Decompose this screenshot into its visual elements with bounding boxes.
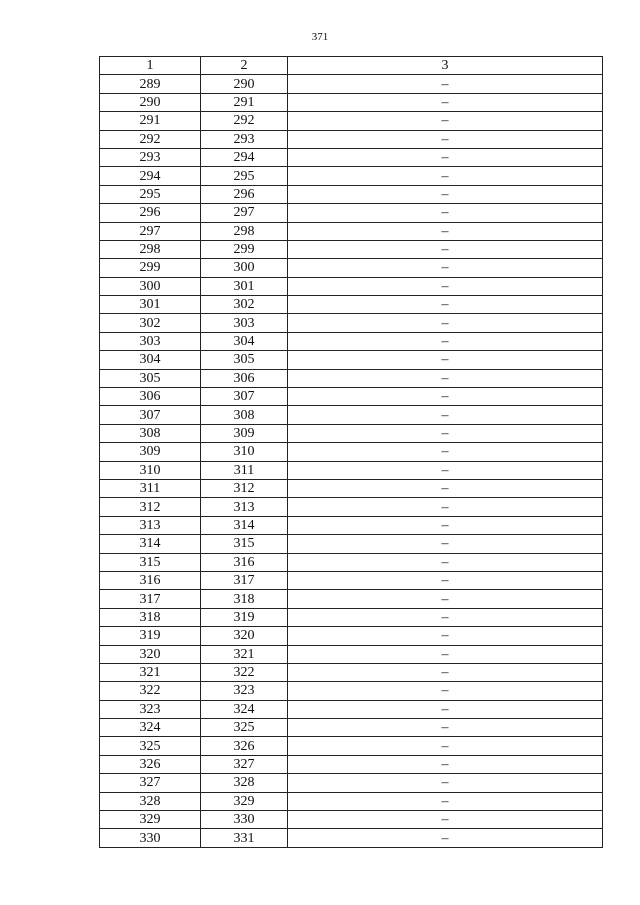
table-row bbox=[100, 516, 603, 534]
table-cell-col-1: 324 bbox=[100, 719, 201, 737]
table-cell-col-3: – bbox=[288, 627, 603, 645]
table-cell-col-3: – bbox=[288, 719, 603, 737]
table-row bbox=[100, 277, 603, 295]
table-cell-col-2: 309 bbox=[201, 424, 288, 442]
table-cell-col-1: 322 bbox=[100, 682, 201, 700]
table-cell-col-1: 313 bbox=[100, 516, 201, 534]
table-cell-col-3: – bbox=[288, 369, 603, 387]
table-cell-col-2: 292 bbox=[201, 112, 288, 130]
table-row bbox=[100, 93, 603, 111]
table-row bbox=[100, 774, 603, 792]
table-row bbox=[100, 332, 603, 350]
table-cell-col-2: 315 bbox=[201, 535, 288, 553]
table-cell-col-1: 302 bbox=[100, 314, 201, 332]
table-cell-col-2: 297 bbox=[201, 204, 288, 222]
table-cell-col-2: 330 bbox=[201, 811, 288, 829]
table-cell-col-2: 323 bbox=[201, 682, 288, 700]
table-cell-col-2: 303 bbox=[201, 314, 288, 332]
table-cell-col-2: 328 bbox=[201, 774, 288, 792]
table-cell-col-3: – bbox=[288, 93, 603, 111]
table-cell-col-2: 321 bbox=[201, 645, 288, 663]
table-cell-col-2: 324 bbox=[201, 700, 288, 718]
table-cell-col-3: – bbox=[288, 535, 603, 553]
table-cell-col-1: 303 bbox=[100, 332, 201, 350]
table-cell-col-3: – bbox=[288, 590, 603, 608]
table-cell-col-3: – bbox=[288, 461, 603, 479]
table-cell-col-1: 320 bbox=[100, 645, 201, 663]
table-cell-col-2: 306 bbox=[201, 369, 288, 387]
table-cell-col-2: 327 bbox=[201, 755, 288, 773]
table-cell-col-3: – bbox=[288, 755, 603, 773]
header-row bbox=[100, 57, 603, 75]
table-row bbox=[100, 167, 603, 185]
table-cell-col-2: 331 bbox=[201, 829, 288, 847]
table-cell-col-1: 293 bbox=[100, 148, 201, 166]
table-row bbox=[100, 130, 603, 148]
table-cell-col-3: – bbox=[288, 792, 603, 810]
table-cell-col-1: 316 bbox=[100, 571, 201, 589]
table-cell-col-3: – bbox=[288, 222, 603, 240]
table-row bbox=[100, 75, 603, 93]
table-cell-col-2: 301 bbox=[201, 277, 288, 295]
table-row bbox=[100, 314, 603, 332]
table-cell-col-1: 296 bbox=[100, 204, 201, 222]
table-cell-col-3: – bbox=[288, 388, 603, 406]
table-cell-col-3: – bbox=[288, 296, 603, 314]
table-cell-col-2: 325 bbox=[201, 719, 288, 737]
table-cell-col-1: 312 bbox=[100, 498, 201, 516]
table-cell-col-1: 305 bbox=[100, 369, 201, 387]
table-row bbox=[100, 663, 603, 681]
table-cell-col-2: 319 bbox=[201, 608, 288, 626]
table-row bbox=[100, 700, 603, 718]
table-row bbox=[100, 590, 603, 608]
table-cell-col-2: 293 bbox=[201, 130, 288, 148]
table-row bbox=[100, 682, 603, 700]
table-cell-col-1: 330 bbox=[100, 829, 201, 847]
table-row bbox=[100, 351, 603, 369]
table-row bbox=[100, 388, 603, 406]
table-row bbox=[100, 259, 603, 277]
table-cell-col-1: 290 bbox=[100, 93, 201, 111]
table-row bbox=[100, 719, 603, 737]
table-cell-col-1: 289 bbox=[100, 75, 201, 93]
table-cell-col-1: 297 bbox=[100, 222, 201, 240]
page-number: 371 bbox=[311, 31, 329, 43]
data-table bbox=[99, 56, 603, 848]
table-cell-col-2: 298 bbox=[201, 222, 288, 240]
table-cell-col-1: 323 bbox=[100, 700, 201, 718]
table-cell-col-1: 298 bbox=[100, 240, 201, 258]
table-cell-col-3: – bbox=[288, 700, 603, 718]
table-cell-col-1: 317 bbox=[100, 590, 201, 608]
table-cell-col-1: 328 bbox=[100, 792, 201, 810]
table-cell-col-2: 318 bbox=[201, 590, 288, 608]
table-cell-col-2: 295 bbox=[201, 167, 288, 185]
table-cell-col-2: 304 bbox=[201, 332, 288, 350]
column-header-3: 3 bbox=[288, 57, 603, 75]
table-cell-col-3: – bbox=[288, 553, 603, 571]
table-cell-col-1: 292 bbox=[100, 130, 201, 148]
table-cell-col-2: 317 bbox=[201, 571, 288, 589]
table-row bbox=[100, 222, 603, 240]
table-row bbox=[100, 608, 603, 626]
table-row bbox=[100, 443, 603, 461]
table-cell-col-2: 314 bbox=[201, 516, 288, 534]
table-cell-col-1: 314 bbox=[100, 535, 201, 553]
table-row bbox=[100, 571, 603, 589]
table-row bbox=[100, 627, 603, 645]
table-row bbox=[100, 185, 603, 203]
table-cell-col-1: 319 bbox=[100, 627, 201, 645]
table-cell-col-2: 312 bbox=[201, 479, 288, 497]
table-cell-col-2: 313 bbox=[201, 498, 288, 516]
table-cell-col-3: – bbox=[288, 663, 603, 681]
table-row bbox=[100, 479, 603, 497]
table-cell-col-1: 306 bbox=[100, 388, 201, 406]
table-row bbox=[100, 811, 603, 829]
table-row bbox=[100, 498, 603, 516]
table-cell-col-3: – bbox=[288, 774, 603, 792]
table-cell-col-3: – bbox=[288, 148, 603, 166]
table-row bbox=[100, 148, 603, 166]
table-cell-col-1: 301 bbox=[100, 296, 201, 314]
table-cell-col-3: – bbox=[288, 571, 603, 589]
table-cell-col-2: 296 bbox=[201, 185, 288, 203]
table-cell-col-1: 326 bbox=[100, 755, 201, 773]
table-cell-col-3: – bbox=[288, 130, 603, 148]
table-row bbox=[100, 737, 603, 755]
table-cell-col-3: – bbox=[288, 811, 603, 829]
table-cell-col-2: 310 bbox=[201, 443, 288, 461]
table-body bbox=[100, 75, 603, 847]
column-header-1: 1 bbox=[100, 57, 201, 75]
table-cell-col-1: 300 bbox=[100, 277, 201, 295]
table-cell-col-3: – bbox=[288, 608, 603, 626]
table-cell-col-1: 310 bbox=[100, 461, 201, 479]
table-cell-col-3: – bbox=[288, 443, 603, 461]
table-cell-col-3: – bbox=[288, 479, 603, 497]
table-row bbox=[100, 829, 603, 847]
table-cell-col-3: – bbox=[288, 351, 603, 369]
table-cell-col-1: 309 bbox=[100, 443, 201, 461]
table-cell-col-3: – bbox=[288, 259, 603, 277]
table-row bbox=[100, 112, 603, 130]
column-header-2: 2 bbox=[201, 57, 288, 75]
table-cell-col-2: 322 bbox=[201, 663, 288, 681]
table-row bbox=[100, 461, 603, 479]
table-row bbox=[100, 553, 603, 571]
table-cell-col-3: – bbox=[288, 829, 603, 847]
table-cell-col-1: 299 bbox=[100, 259, 201, 277]
table-cell-col-2: 307 bbox=[201, 388, 288, 406]
table-cell-col-1: 311 bbox=[100, 479, 201, 497]
table-row bbox=[100, 296, 603, 314]
table-cell-col-3: – bbox=[288, 332, 603, 350]
table-cell-col-2: 305 bbox=[201, 351, 288, 369]
table-cell-col-1: 291 bbox=[100, 112, 201, 130]
table-cell-col-1: 307 bbox=[100, 406, 201, 424]
table-cell-col-2: 320 bbox=[201, 627, 288, 645]
table-row bbox=[100, 645, 603, 663]
table-cell-col-3: – bbox=[288, 737, 603, 755]
table-cell-col-3: – bbox=[288, 682, 603, 700]
table-cell-col-2: 290 bbox=[201, 75, 288, 93]
table-row bbox=[100, 535, 603, 553]
table-cell-col-2: 294 bbox=[201, 148, 288, 166]
table-row bbox=[100, 424, 603, 442]
table-cell-col-3: – bbox=[288, 240, 603, 258]
table-cell-col-1: 294 bbox=[100, 167, 201, 185]
table-cell-col-3: – bbox=[288, 277, 603, 295]
table-row bbox=[100, 240, 603, 258]
table-cell-col-3: – bbox=[288, 424, 603, 442]
table-cell-col-1: 295 bbox=[100, 185, 201, 203]
table-cell-col-3: – bbox=[288, 167, 603, 185]
table-cell-col-3: – bbox=[288, 645, 603, 663]
table-cell-col-1: 321 bbox=[100, 663, 201, 681]
table-cell-col-2: 291 bbox=[201, 93, 288, 111]
table-row bbox=[100, 204, 603, 222]
table-row bbox=[100, 369, 603, 387]
table-cell-col-1: 308 bbox=[100, 424, 201, 442]
table-cell-col-1: 325 bbox=[100, 737, 201, 755]
table-row bbox=[100, 792, 603, 810]
table-cell-col-2: 299 bbox=[201, 240, 288, 258]
table-cell-col-2: 326 bbox=[201, 737, 288, 755]
table-cell-col-1: 318 bbox=[100, 608, 201, 626]
table-cell-col-2: 302 bbox=[201, 296, 288, 314]
table-cell-col-3: – bbox=[288, 314, 603, 332]
table-cell-col-2: 316 bbox=[201, 553, 288, 571]
table-cell-col-3: – bbox=[288, 185, 603, 203]
table-cell-col-2: 300 bbox=[201, 259, 288, 277]
table-cell-col-3: – bbox=[288, 516, 603, 534]
table-cell-col-1: 304 bbox=[100, 351, 201, 369]
table-cell-col-2: 329 bbox=[201, 792, 288, 810]
table-cell-col-3: – bbox=[288, 204, 603, 222]
table-cell-col-1: 315 bbox=[100, 553, 201, 571]
table-cell-col-1: 329 bbox=[100, 811, 201, 829]
table-cell-col-3: – bbox=[288, 75, 603, 93]
table-cell-col-3: – bbox=[288, 112, 603, 130]
table-cell-col-3: – bbox=[288, 406, 603, 424]
table-cell-col-1: 327 bbox=[100, 774, 201, 792]
table-cell-col-2: 308 bbox=[201, 406, 288, 424]
table-row bbox=[100, 755, 603, 773]
table-cell-col-2: 311 bbox=[201, 461, 288, 479]
table-row bbox=[100, 406, 603, 424]
table-cell-col-3: – bbox=[288, 498, 603, 516]
